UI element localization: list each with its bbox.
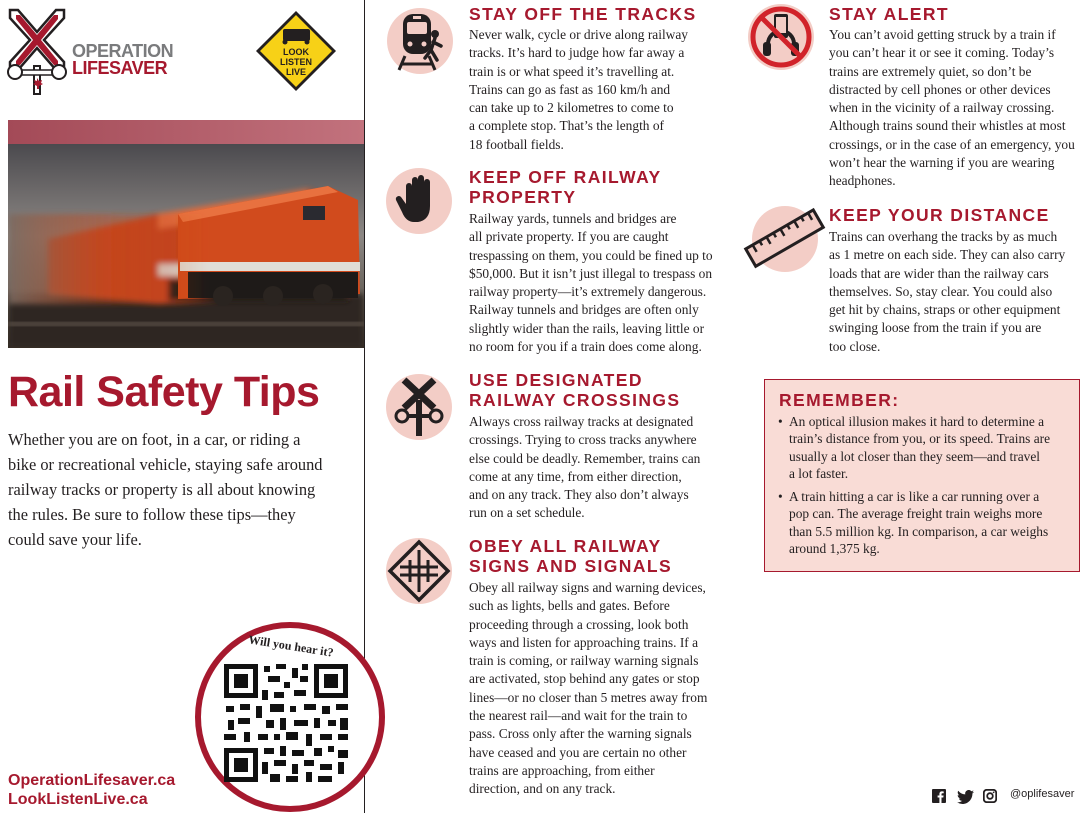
twitter-icon[interactable] bbox=[957, 790, 974, 804]
tip-line: Railway tunnels and bridges are often only bbox=[469, 302, 699, 318]
tip-line: Trains can overhang the tracks by as much bbox=[829, 229, 1058, 244]
bullet-line: pop can. The average freight train weighs more bbox=[789, 506, 1043, 522]
stop-hand-icon bbox=[386, 168, 452, 234]
tip-line: a complete stop. That’s the length of bbox=[469, 118, 664, 134]
tip-line: trespassing on them, you could be fined up to bbox=[469, 247, 713, 263]
tip-line: trains are extremely quiet, so don’t be bbox=[829, 63, 1032, 79]
tip-body bbox=[469, 26, 688, 154]
bullet-line: a lot faster. bbox=[789, 465, 849, 481]
tip-title bbox=[469, 4, 697, 24]
tip-line: else could be deadly. Remember, trains can bbox=[469, 450, 701, 466]
tip-line: train is coming, or railway warning signals bbox=[469, 653, 699, 669]
tip-body bbox=[829, 228, 1065, 356]
logo-line-2: LIFESAVER bbox=[72, 58, 168, 78]
bullet-line: A train hitting a car is like a car running over a bbox=[789, 489, 1040, 504]
tip-line: are activated, stop behind any gates or stop bbox=[469, 671, 700, 687]
tip-line: ways and listen for approaching trains. If a bbox=[469, 634, 699, 650]
bullet-line: train’s distance from you, or its speed. Trains are bbox=[789, 431, 1051, 447]
tip-title bbox=[469, 370, 680, 410]
tip-line: Although trains sound their whistles at most bbox=[829, 118, 1066, 134]
badge-line-2: LISTEN bbox=[279, 57, 312, 67]
tip-line: railway property—it’s extremely dangerous. bbox=[469, 284, 707, 300]
tip-title-line: KEEP OFF RAILWAY bbox=[469, 167, 662, 187]
tip-line: all private property. If you are caught bbox=[469, 229, 669, 245]
tip-line: Always cross railway tracks at designated bbox=[469, 414, 694, 429]
photo-top-band bbox=[8, 120, 364, 144]
remember-title: REMEMBER: bbox=[779, 390, 900, 410]
tip-line: come at any time, from either direction, bbox=[469, 468, 682, 484]
tip-line: won’t hear the warning if you are wearing bbox=[829, 155, 1055, 171]
remember-bullet bbox=[789, 488, 1048, 557]
tip-line: direction, and on any track. bbox=[469, 781, 616, 797]
tip-line: headphones. bbox=[829, 173, 896, 189]
bullet-dot: • bbox=[778, 414, 783, 429]
tip-line: You can’t avoid getting struck by a train if bbox=[829, 27, 1056, 42]
bullet-line: around 1,375 kg. bbox=[789, 540, 880, 556]
tip-line: when in the vicinity of a railway crossing. bbox=[829, 100, 1055, 116]
logo-line-1: OPERATION bbox=[72, 41, 174, 61]
train-pedestrian-icon bbox=[387, 8, 453, 74]
tip-line: you can’t hear it or see it coming. Today’s bbox=[829, 45, 1055, 61]
intro-line: railway tracks or property is all about knowing bbox=[8, 480, 316, 499]
no-phone-headphones-icon bbox=[748, 4, 814, 70]
tip-title bbox=[469, 167, 662, 207]
tip-line: Obey all railway signs and warning devices, bbox=[469, 580, 706, 595]
tip-body bbox=[469, 579, 707, 799]
tip-title-line: RAILWAY CROSSINGS bbox=[469, 390, 681, 410]
tip-line: loads that are wider than the railway cars bbox=[829, 265, 1049, 281]
tip-line: train is or what speed it’s travelling at. bbox=[469, 63, 675, 79]
qr-caption: Will you hear it? bbox=[247, 632, 335, 660]
tip-line: $50,000. But it isn’t just illegal to trespass on bbox=[469, 265, 713, 281]
tip-line: pass. Cross only after the warning signals bbox=[469, 726, 692, 742]
tip-line: Never walk, cycle or drive along railway bbox=[469, 27, 688, 42]
tip-line: trains are approaching, from either bbox=[469, 762, 655, 778]
tip-body bbox=[829, 26, 1075, 191]
facebook-icon[interactable] bbox=[932, 789, 946, 803]
tip-line: no room for you if a train does come along. bbox=[469, 339, 702, 355]
tip-line: distracted by cell phones or other devices bbox=[829, 81, 1051, 97]
qr-code[interactable] bbox=[222, 662, 350, 784]
bullet-dot: • bbox=[778, 489, 783, 504]
instagram-icon[interactable] bbox=[983, 789, 997, 803]
tip-line: can take up to 2 kilometres to come to bbox=[469, 100, 674, 116]
tip-line: proceeding through a crossing, look both bbox=[469, 616, 689, 632]
badge-line-1: LOOK bbox=[283, 47, 309, 57]
tip-title-line: PROPERTY bbox=[469, 187, 577, 207]
tip-body bbox=[469, 413, 700, 523]
tip-line: lines—or no closer than 5 metres away from bbox=[469, 689, 708, 705]
tip-title bbox=[469, 536, 672, 576]
tip-title bbox=[829, 4, 949, 24]
page-title: Rail Safety Tips bbox=[8, 368, 320, 416]
look-listen-live-badge bbox=[254, 9, 338, 93]
bullet-line: An optical illusion makes it hard to determine a bbox=[789, 414, 1045, 429]
crossbuck-signal-icon bbox=[386, 374, 452, 440]
bullet-line: usually a lot closer than they seem—and travel bbox=[789, 448, 1040, 464]
tip-line: have ceased and you are certain no other bbox=[469, 744, 687, 760]
tip-line: slightly wider than the rails, leaving little or bbox=[469, 320, 705, 336]
intro-paragraph bbox=[8, 427, 344, 552]
railway-sign-icon bbox=[386, 538, 452, 604]
train-photo bbox=[8, 144, 364, 348]
intro-line: Whether you are on foot, in a car, or riding a bbox=[8, 430, 301, 449]
tip-title-line: USE DESIGNATED bbox=[469, 370, 643, 390]
intro-line: could save your life. bbox=[8, 530, 142, 549]
tip-line: themselves. So, stay clear. You could also bbox=[829, 283, 1053, 299]
tip-line: tracks. It’s hard to judge how far away a bbox=[469, 45, 685, 61]
tip-line: too close. bbox=[829, 338, 881, 354]
tip-body bbox=[469, 210, 713, 356]
tip-line: Railway yards, tunnels and bridges are bbox=[469, 211, 677, 226]
tip-line: crossings. Trying to cross tracks anywhere bbox=[469, 432, 697, 448]
tip-line: 18 football fields. bbox=[469, 136, 564, 152]
remember-bullet bbox=[789, 413, 1050, 482]
tip-line: crossings, or in the case of an emergency, you bbox=[829, 136, 1075, 152]
tip-line: and on any track. They also don’t always bbox=[469, 487, 689, 503]
website-link-2[interactable]: LookListenLive.ca bbox=[8, 791, 148, 808]
crossbuck-logo-icon bbox=[6, 8, 68, 96]
tip-line: the nearest rail—and wait for the train to bbox=[469, 708, 688, 724]
tip-title-line: OBEY ALL RAILWAY bbox=[469, 536, 662, 556]
tip-line: as 1 metre on each side. They can also carry bbox=[829, 247, 1066, 263]
tip-line: swinging loose from the train if you are bbox=[829, 320, 1042, 336]
tip-line: run on a set schedule. bbox=[469, 505, 585, 521]
badge-line-3: LIVE bbox=[285, 67, 306, 77]
tip-title-line: KEEP YOUR DISTANCE bbox=[829, 205, 1050, 225]
intro-line: the rules. Be sure to follow these tips—they bbox=[8, 505, 296, 524]
ruler-icon bbox=[752, 206, 818, 272]
tip-line: Trains can go as fast as 160 km/h and bbox=[469, 81, 671, 97]
tip-title-line: SIGNS AND SIGNALS bbox=[469, 556, 673, 576]
website-link-1[interactable]: OperationLifesaver.ca bbox=[8, 772, 176, 789]
tip-title-line: STAY OFF THE TRACKS bbox=[469, 4, 697, 24]
tip-title bbox=[829, 205, 1050, 225]
tip-line: get hit by chains, straps or other equipment bbox=[829, 302, 1061, 318]
intro-line: bike or recreational vehicle, staying safe around bbox=[8, 455, 323, 474]
tip-line: such as lights, bells and gates. Before bbox=[469, 598, 670, 614]
tip-title-line: STAY ALERT bbox=[829, 4, 949, 24]
bullet-line: than 5.5 million kg. In comparison, a car weighs bbox=[789, 523, 1049, 539]
logo-wordmark bbox=[72, 43, 173, 77]
social-handle[interactable]: @oplifesaver bbox=[1010, 788, 1075, 800]
